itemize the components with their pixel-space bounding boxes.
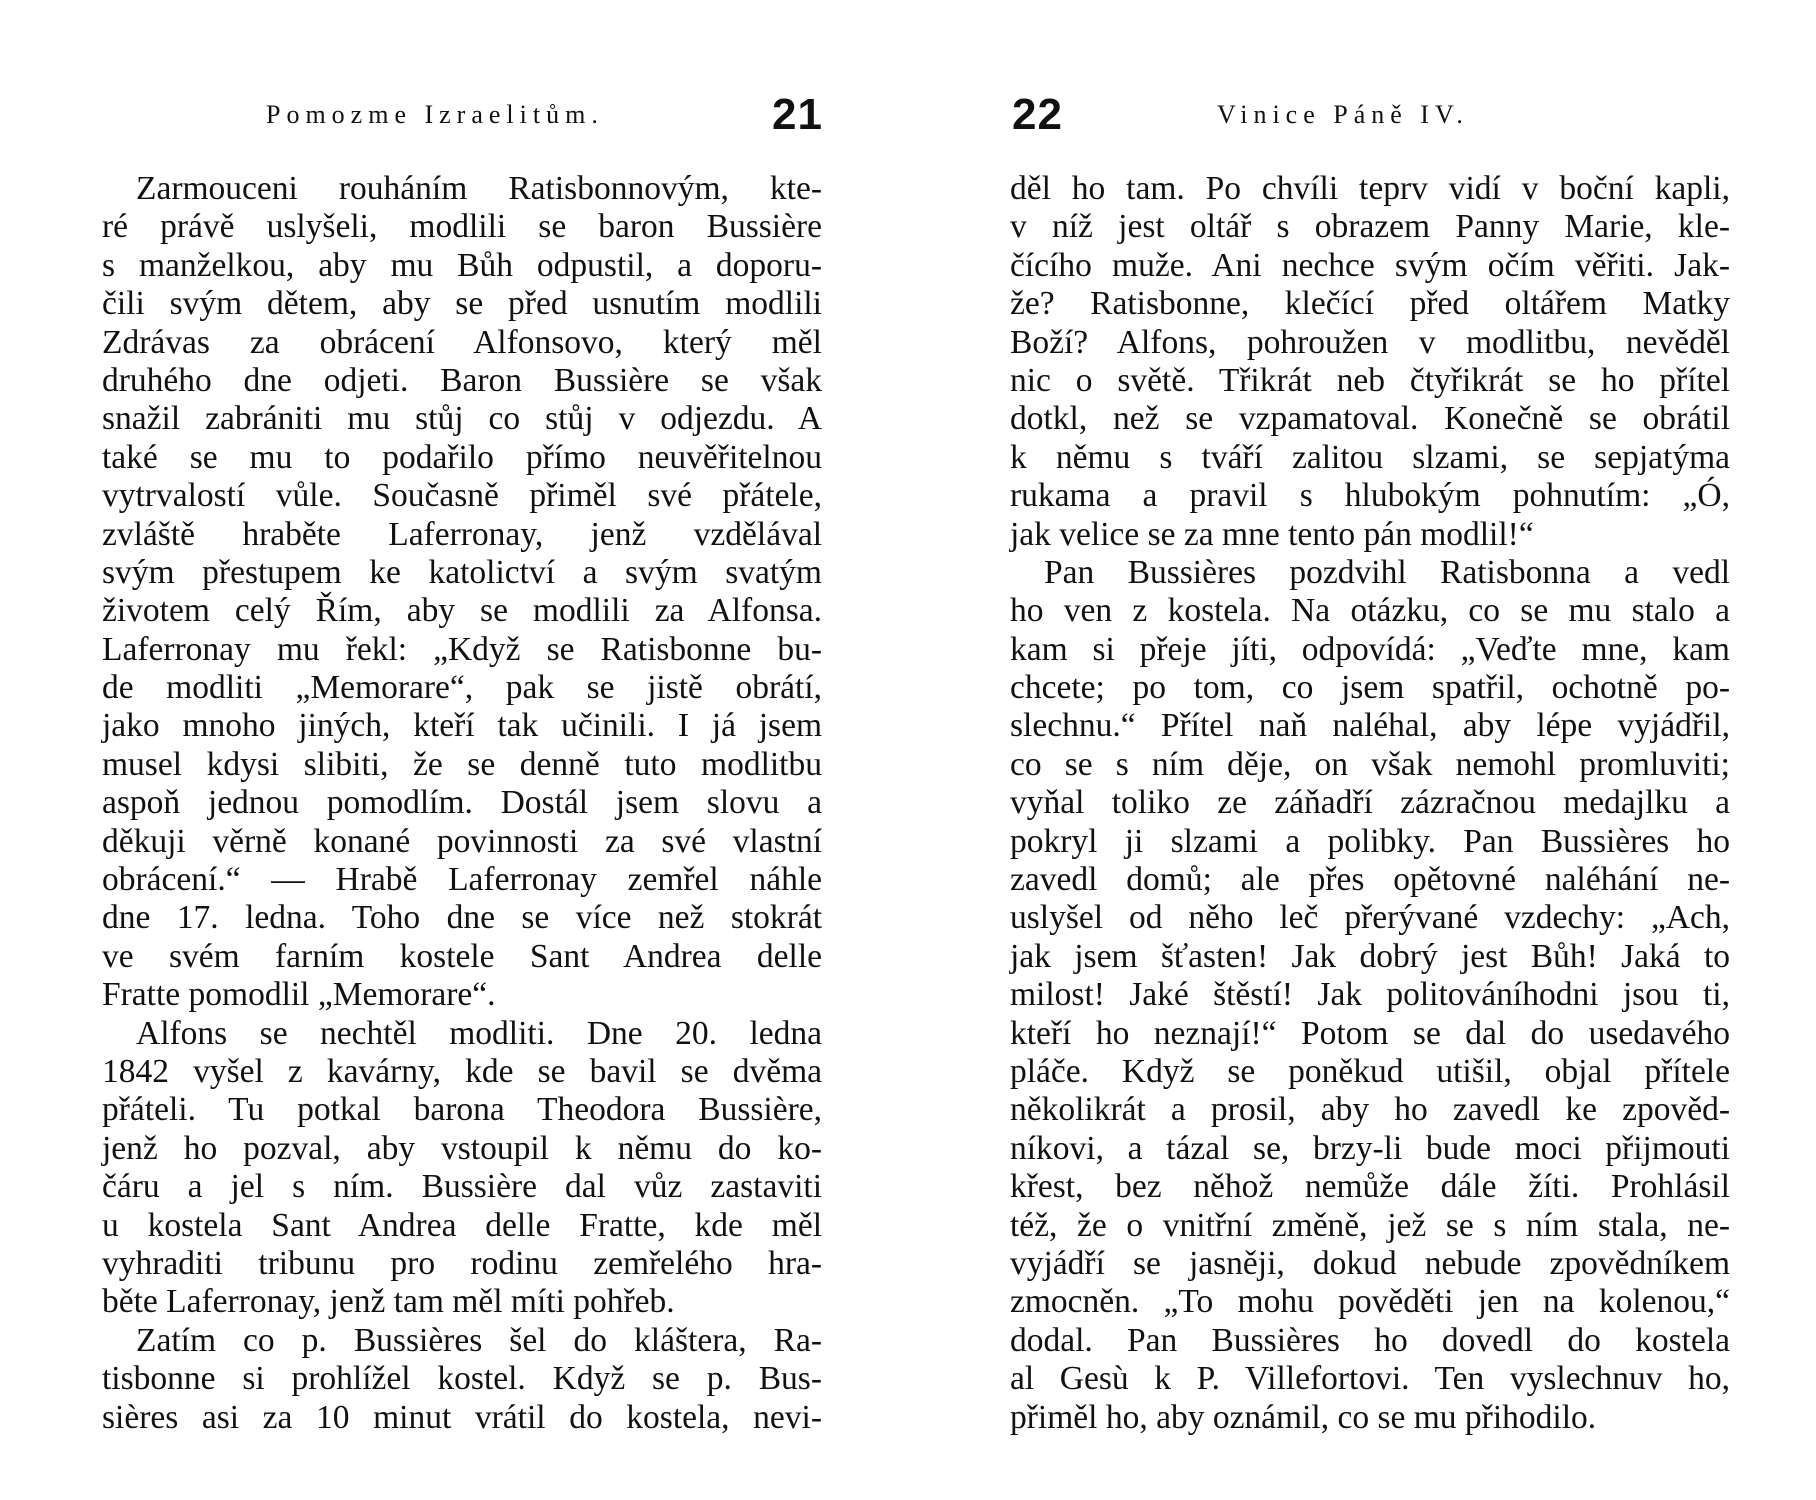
- text-line: jak velice se za mne tento pán modlil!“: [1010, 515, 1534, 553]
- text-line: několikrát a prosil, aby ho zavedl ke zpověd-: [1010, 1091, 1730, 1129]
- text-line: ho ven z kostela. Na otázku, co se mu stalo a: [1010, 592, 1730, 630]
- text-line: u kostela Sant Andrea delle Fratte, kde měl: [102, 1206, 822, 1244]
- text-line: jako mnoho jiných, kteří tak učinili. I já jsem: [102, 707, 822, 745]
- text-line: ré právě uslyšeli, modlili se baron Bussière: [102, 208, 822, 246]
- text-line: zmocněn. „To mohu pověděti jen na kolenou,“: [1010, 1283, 1730, 1321]
- text-line: čícího muže. Ani nechce svým očím věřiti. Jak-: [1010, 246, 1730, 284]
- text-line: křest, bez něhož nemůže dále žíti. Prohlásil: [1010, 1168, 1730, 1206]
- text-line: dotkl, než se vzpamatoval. Konečně se obrátil: [1010, 400, 1730, 438]
- page-body: [102, 170, 822, 1437]
- text-line: chcete; po tom, co jsem spatřil, ochotně po-: [1010, 669, 1730, 707]
- text-line: tisbonne si prohlížel kostel. Když se p. Bus-: [102, 1360, 822, 1398]
- text-line: vyhraditi tribunu pro rodinu zemřelého hra-: [102, 1244, 822, 1282]
- text-line: Alfons se nechtěl modliti. Dne 20. ledna: [136, 1014, 822, 1052]
- text-line: jenž ho pozval, aby vstoupil k němu do ko-: [102, 1129, 822, 1167]
- text-line: vyjádří se jasněji, dokud nebude zpovědníkem: [1010, 1244, 1730, 1282]
- text-line: al Gesù k P. Villefortovi. Ten vyslechnuv ho,: [1010, 1360, 1730, 1398]
- page-body: [1010, 170, 1730, 1437]
- text-line: de modliti „Memorare“, pak se jistě obrátí,: [102, 669, 822, 707]
- text-line: čili svým dětem, aby se před usnutím modlili: [102, 285, 822, 323]
- text-line: jak jsem šťasten! Jak dobrý jest Bůh! Jaká to: [1010, 937, 1730, 975]
- page-number: 21: [772, 90, 823, 139]
- text-line: běte Laferronay, jenž tam měl míti pohřeb.: [102, 1283, 675, 1321]
- running-head: Vinice Páně IV.: [1217, 100, 1469, 129]
- text-line: životem celý Řím, aby se modlili za Alfonsa.: [102, 592, 822, 630]
- text-line: rukama a pravil s hlubokým pohnutím: „Ó,: [1010, 477, 1730, 515]
- text-line: kam si přeje jíti, odpovídá: „Veďte mne, kam: [1010, 630, 1730, 668]
- text-line: zvláště hraběte Laferronay, jenž vzdělával: [102, 515, 822, 553]
- text-line: sières asi za 10 minut vrátil do kostela, nevi-: [102, 1398, 822, 1436]
- text-line: také se mu to podařilo přímo neuvěřitelnou: [102, 438, 822, 476]
- text-line: vytrvalostí vůle. Současně přiměl své přátele,: [102, 477, 822, 515]
- text-line: slechnu.“ Přítel naň naléhal, aby lépe vyjádřil,: [1010, 707, 1730, 745]
- text-line: přiměl ho, aby oznámil, co se mu přihodilo.: [1010, 1398, 1597, 1436]
- text-line: Zdrávas za obrácení Alfonsovo, který měl: [102, 323, 822, 361]
- text-line: druhého dne odjeti. Baron Bussière se však: [102, 361, 822, 399]
- text-line: obrácení.“ — Hrabě Laferronay zemřel náhle: [102, 861, 822, 899]
- text-line: děl ho tam. Po chvíli teprv vidí v boční kapli,: [1010, 170, 1730, 207]
- text-line: dne 17. ledna. Toho dne se více než stokrát: [102, 899, 822, 937]
- text-line: ve svém farním kostele Sant Andrea delle: [102, 937, 822, 975]
- text-line: 1842 vyšel z kavárny, kde se bavil se dvěma: [102, 1052, 822, 1090]
- text-line: děkuji věrně konané povinnosti za své vlastní: [102, 822, 822, 860]
- text-line: k němu s tváří zalitou slzami, se sepjatýma: [1010, 438, 1730, 476]
- text-line: kteří ho neznají!“ Potom se dal do usedavého: [1010, 1014, 1730, 1052]
- text-line: zavedl domů; ale přes opětovné naléhání ne-: [1010, 861, 1730, 899]
- text-line: Zatím co p. Bussières šel do kláštera, Ra-: [136, 1321, 822, 1359]
- text-line: níkovi, a tázal se, brzy-li bude moci přijmouti: [1010, 1129, 1730, 1167]
- text-line: pláče. Když se poněkud utišil, objal přítele: [1010, 1052, 1730, 1090]
- text-line: Fratte pomodlil „Memorare“.: [102, 976, 496, 1014]
- page-number: 22: [1012, 90, 1063, 139]
- text-line: dodal. Pan Bussières ho dovedl do kostela: [1010, 1321, 1730, 1359]
- text-line: snažil zabrániti mu stůj co stůj v odjezdu. A: [102, 400, 822, 438]
- text-line: pokryl ji slzami a polibky. Pan Bussières ho: [1010, 822, 1730, 860]
- text-line: že? Ratisbonne, klečící před oltářem Matky: [1010, 285, 1730, 323]
- text-line: v níž jest oltář s obrazem Panny Marie, kle-: [1010, 208, 1730, 246]
- running-head: Pomozme Izraelitům.: [266, 100, 604, 129]
- text-line: též, že o vnitřní změně, jež se s ním stala, ne-: [1010, 1206, 1730, 1244]
- text-line: Zarmouceni rouháním Ratisbonnovým, kte-: [136, 170, 822, 207]
- text-line: přáteli. Tu potkal barona Theodora Bussière,: [102, 1091, 822, 1129]
- text-line: aspoň jednou pomodlím. Dostál jsem slovu a: [102, 784, 822, 822]
- text-line: Boží? Alfons, pohroužen v modlitbu, nevěděl: [1010, 323, 1730, 361]
- text-line: nic o světě. Třikrát neb čtyřikrát se ho přítel: [1010, 361, 1730, 399]
- text-line: čáru a jel s ním. Bussière dal vůz zastaviti: [102, 1168, 822, 1206]
- text-line: svým přestupem ke katolictví a svým svatým: [102, 553, 822, 591]
- text-line: musel kdysi slibiti, že se denně tuto modlitbu: [102, 745, 822, 783]
- text-line: Laferronay mu řekl: „Když se Ratisbonne bu-: [102, 630, 822, 668]
- text-line: Pan Bussières pozdvihl Ratisbonna a vedl: [1044, 553, 1730, 591]
- text-line: milost! Jaké štěstí! Jak politováníhodni jsou ti,: [1010, 976, 1730, 1014]
- text-line: vyňal toliko ze záňadří zázračnou medajlku a: [1010, 784, 1730, 822]
- text-line: co se s ním děje, on však nemohl promluviti;: [1010, 745, 1730, 783]
- text-line: uslyšel od něho leč přerývané vzdechy: „Ach,: [1010, 899, 1730, 937]
- text-line: s manželkou, aby mu Bůh odpustil, a doporu-: [102, 246, 822, 284]
